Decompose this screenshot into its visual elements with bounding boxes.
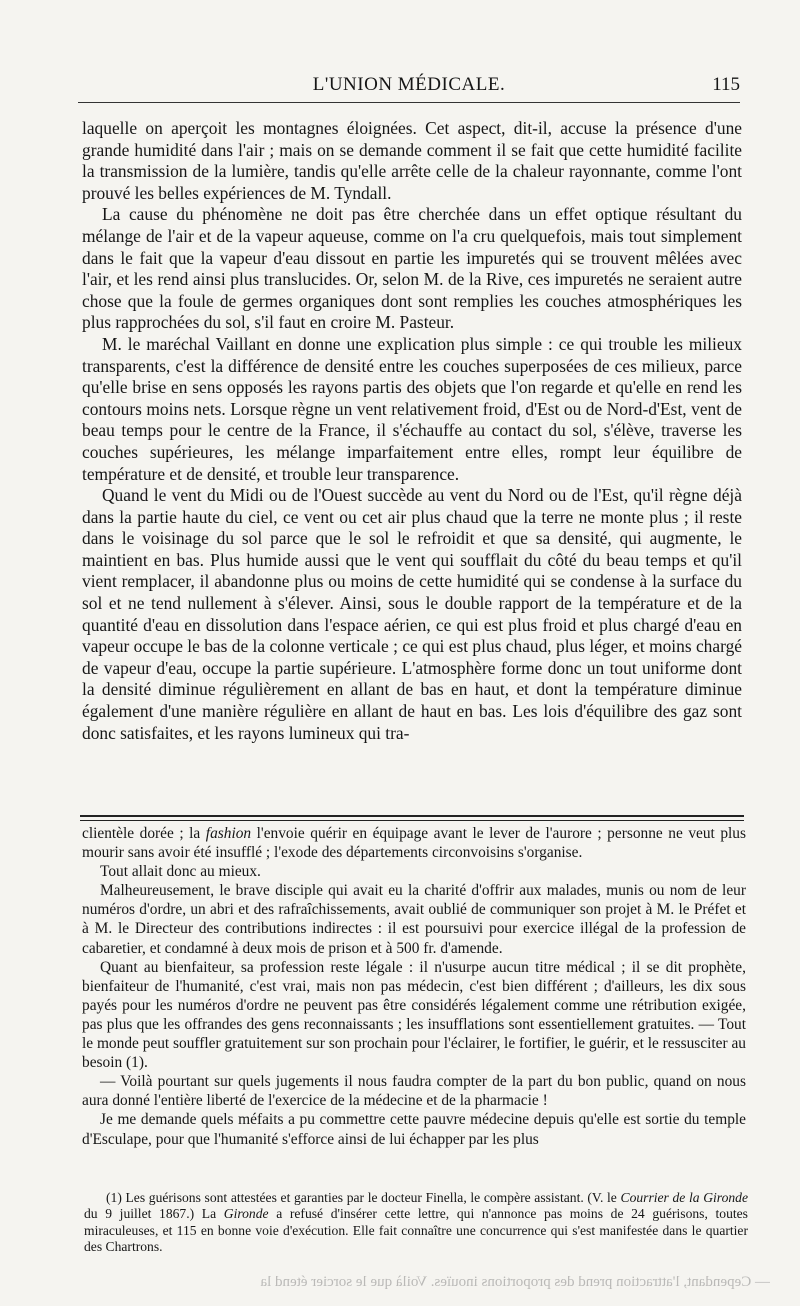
footnote-italic: Courrier de la Gironde [620, 1190, 748, 1205]
bleed-through-text: — Cependant, l'attraction prend des proportions inouïes. Voilà que le sorcier étend la [260, 1274, 770, 1290]
footnote-text: (1) Les guérisons sont attestées et garanties par le docteur Finella, le compère assistant. (V. le [106, 1190, 621, 1205]
footnote [84, 1190, 748, 1256]
feuilleton-italic: fashion [205, 825, 252, 842]
footnote-text: du 9 juillet 1867.) La [84, 1206, 224, 1222]
feuilleton-separator [80, 815, 744, 821]
footnote-italic: Gironde [223, 1206, 269, 1222]
article-paragraph: M. le maréchal Vaillant en donne une explication plus simple : ce qui trouble les milieux transparents, c'est la différence de densité entre les couches superposées de ces milieux, parce qu'elle brise en sens opposés les rayons partis des objets que l'on regarde et qu'elle en rend les contours moins nets. Lorsque règne un vent relativement froid, d'Est ou de Nord-d'Est, vent de beau temps pour le centre de la France, il s'échauffe au contact du sol, s'élève, traverse les couches supérieures, les mélange imparfaitement entre elles, rompt leur équilibre de température et de densité, et trouble leur transparence. [82, 333, 742, 484]
feuilleton-paragraph: Tout allait donc au mieux. [100, 863, 261, 881]
feuilleton-paragraph: Malheureusement, le brave disciple qui avait eu la charité d'offrir aux malades, munis ou nom de leur numéros d'ordre, un abri et des rafraîchissements, avait oublié de communiquer son projet à M. le Préfet et à M. le Directeur des contributions indirectes : il est poursuivi pour exercice illégal de la profession de cabaretier, et condamné à deux mois de prison et à 500 fr. d'amende. [82, 882, 746, 957]
feuilleton-text: clientèle dorée ; la [82, 825, 206, 842]
page-header [78, 68, 740, 108]
article-paragraph: laquelle on aperçoit les montagnes éloignées. Cet aspect, dit-il, accuse la présence d'une grande humidité dans l'air ; mais on se demande comment il se fait que cette humidité facilite la transmission de la lumière, tandis qu'elle arrête celle de la chaleur rayonnante, comme l'ont prouvé les belles expériences de M. Tyndall. [82, 118, 742, 203]
feuilleton-section [82, 824, 746, 1149]
feuilleton-text: l'envoie quérir en équipage avant le lever de l'aurore ; personne ne veut plus mourir sans avoir été insufflé ; l'exode des départements circonvoisins s'organise. [82, 825, 746, 862]
feuilleton-paragraph [82, 824, 746, 862]
feuilleton-paragraph: — Voilà pourtant sur quels jugements il nous faudra compter de la part du bon public, quand on nous aura donné l'entière liberté de l'exercice de la médecine et de la pharmacie ! [82, 1073, 746, 1110]
footnote-paragraph [84, 1190, 748, 1256]
footnote-text: a refusé d'insérer cette lettre, qui n'annonce pas moins de 24 guérisons, toutes miraculeuses, et 115 en bonne voie d'exécution. Elle fait connaître une concurrence qui s'est manifestée dans le quartier des Chartrons. [84, 1206, 748, 1255]
header-rule [78, 102, 740, 103]
main-article [82, 118, 742, 744]
feuilleton-paragraph: Quant au bienfaiteur, sa profession reste légale : il n'usurpe aucun titre médical ; il se dit prophète, bienfaiteur de l'humanité, c'est vrai, mais non pas médecin, c'est bien différent ; d'ailleurs, les dix sous payés pour les numéros d'ordre ne peuvent pas être considérés légalement comme une rétribution exigée, pas plus que les offrandes des gens reconnaissants ; les insufflations sont essentiellement gratuites. — Tout le monde peut souffler gratuitement sur son prochain pour l'éclairer, le fortifier, le guérir, et le ressusciter au besoin (1). [82, 958, 746, 1072]
running-title: L'UNION MÉDICALE. [312, 74, 506, 95]
page-number: 115 [712, 74, 740, 95]
article-paragraph: La cause du phénomène ne doit pas être cherchée dans un effet optique résultant du mélange de l'air et de la vapeur aqueuse, comme on l'a cru quelquefois, mais tout simplement dans le fait que la vapeur d'eau dissout en partie les impuretés qui se trouvent mêlées avec l'air, et les rend ainsi plus translucides. Or, selon M. de la Rive, ces impuretés ne seraient autre chose que la foule de germes organiques dont sont remplies les couches atmosphériques les plus rapprochées du sol, s'il faut en croire M. Pasteur. [82, 204, 742, 333]
feuilleton-paragraph: Je me demande quels méfaits a pu commettre cette pauvre médecine depuis qu'elle est sortie du temple d'Esculape, pour que l'humanité s'efforce ainsi de lui échapper par les plus [82, 1111, 746, 1148]
article-paragraph: Quand le vent du Midi ou de l'Ouest succède au vent du Nord ou de l'Est, qu'il règne déjà dans la partie haute du ciel, ce vent ou cet air plus chaud que la terre ne monte plus ; il reste dans le voisinage du sol parce que le sol le refroidit et que sa densité, qui augmente, le maintient en bas. Plus humide aussi que le vent qui soufflait du côté du beau temps et qu'il vient remplacer, il abandonne plus ou moins de cette humidité qui se condense à la surface du sol et ne tend nullement à s'élever. Ainsi, sous le double rapport de la température et de la quantité d'eau en dissolution dans l'espace aérien, ce qui est plus froid et plus chargé d'eau en vapeur occupe le bas de la colonne verticale ; ce qui est plus chaud, plus léger, et moins chargé de vapeur d'eau, occupe la partie supérieure. L'atmosphère forme donc un tout uniforme dont la densité diminue régulièrement en allant de bas en haut, et dont la température diminue également d'une manière régulière en allant de haut en bas. Les lois d'équilibre des gaz sont donc satisfaites, et les rayons lumineux qui tra- [82, 485, 742, 743]
